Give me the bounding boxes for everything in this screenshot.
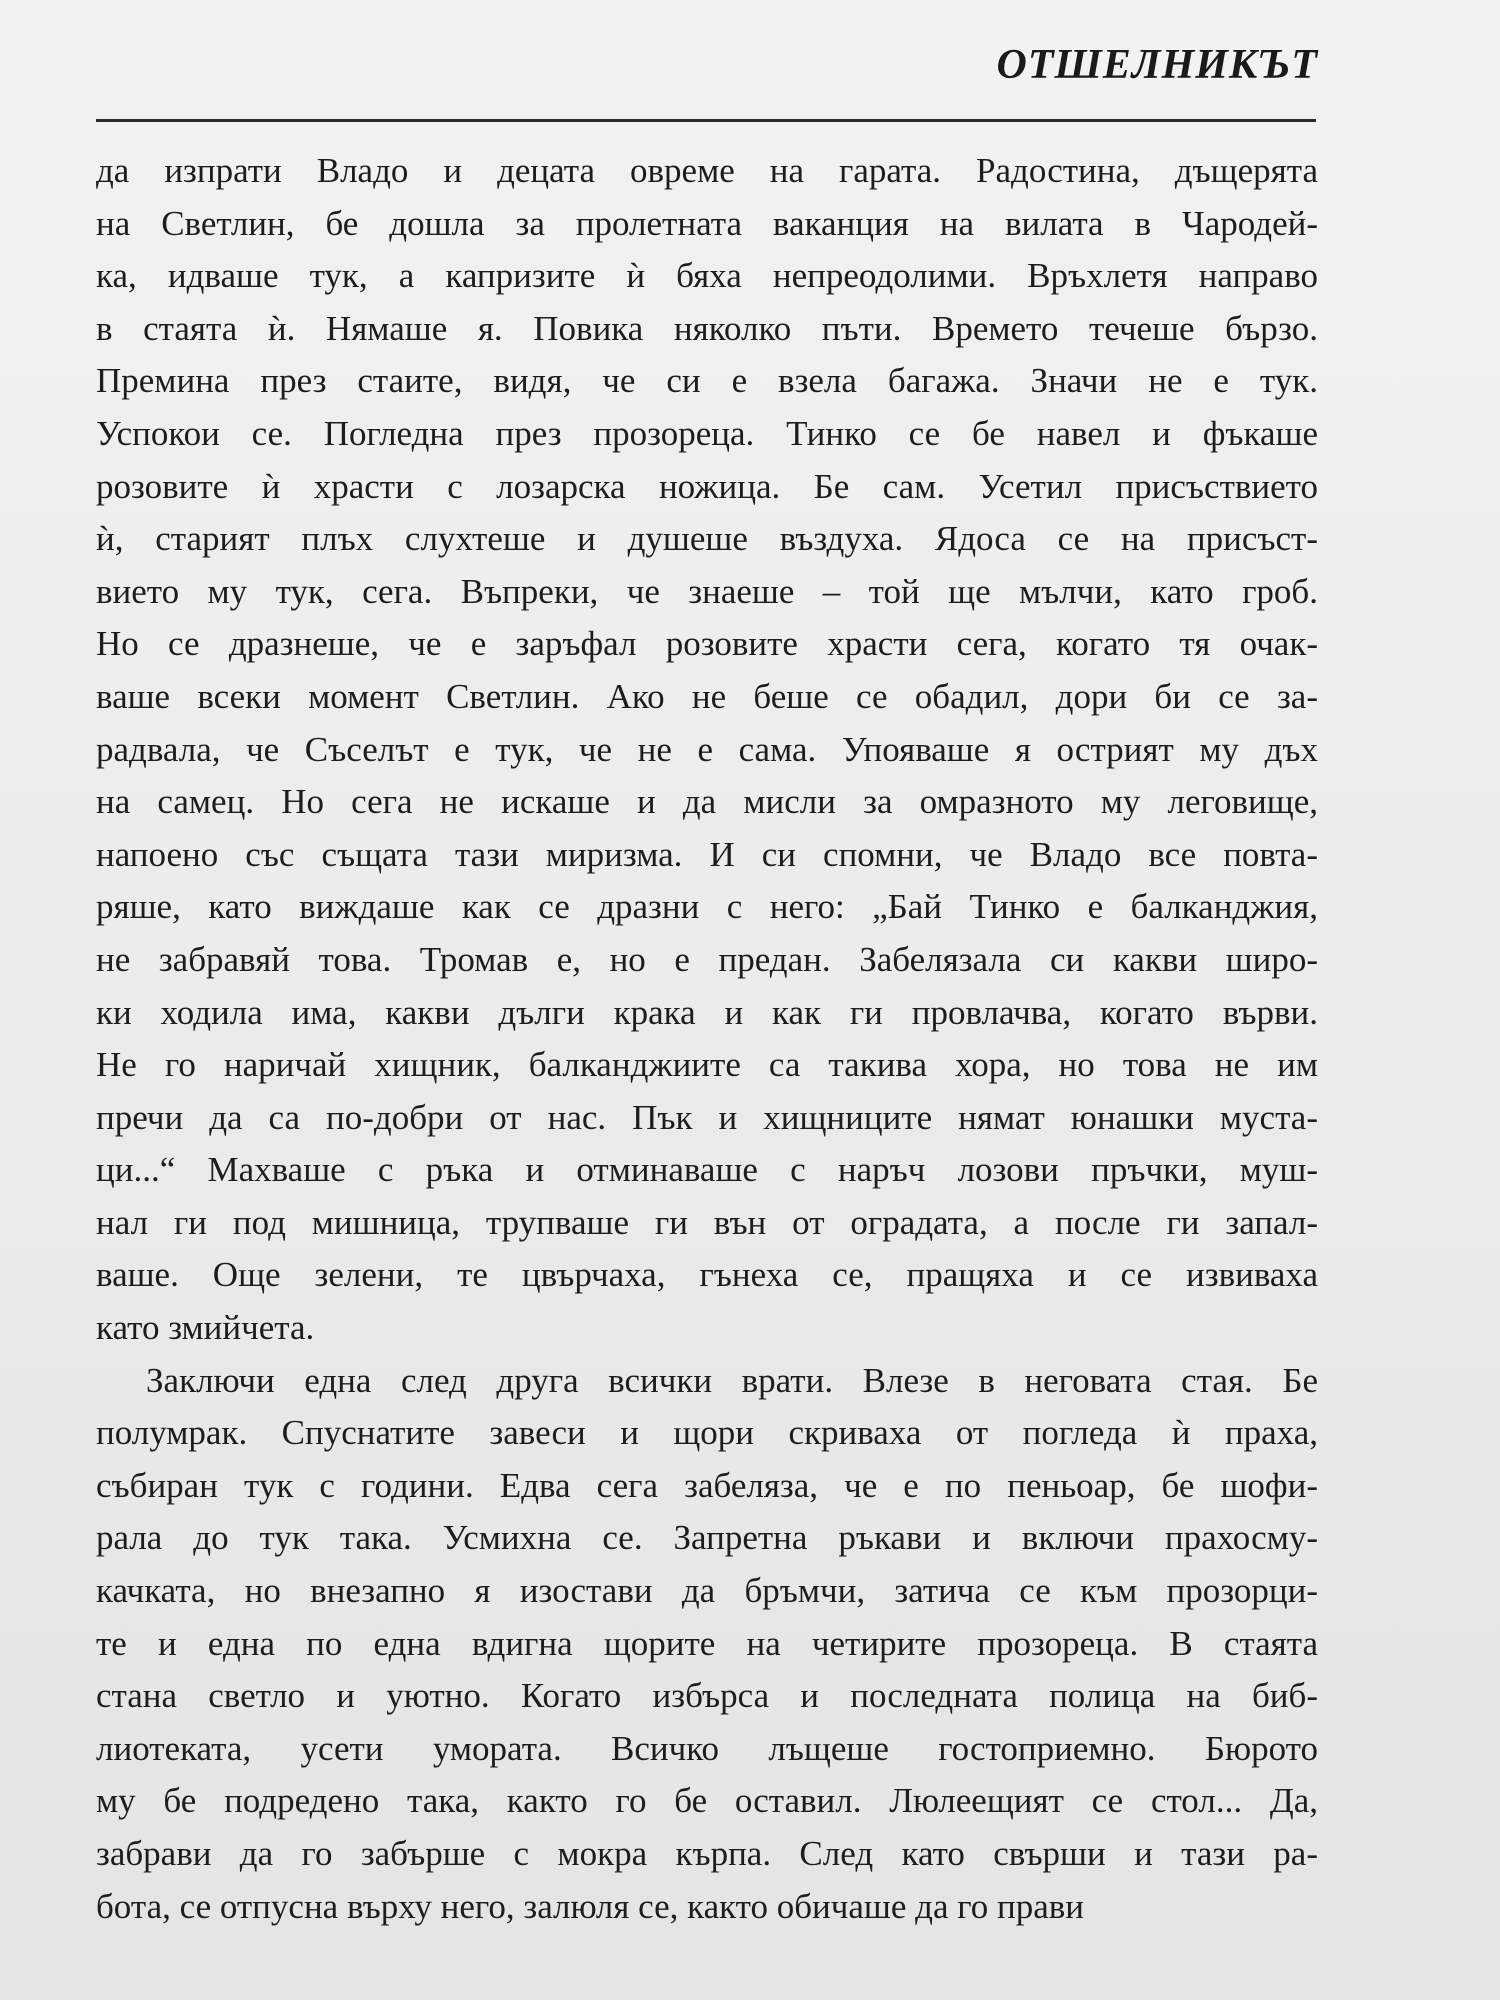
text-line: вието му тук, сега. Въпреки, че знаеше – той ще мълчи, като гроб. bbox=[96, 571, 1318, 611]
text-line: не забравяй това. Тромав е, но е предан. Забелязала си какви широ- bbox=[96, 939, 1318, 979]
text-line: ряше, като виждаше как се дразни с него: „Бай Тинко е балканджия, bbox=[96, 887, 1318, 927]
text-line: ѝ, старият плъх слухтеше и душеше въздуха. Ядоса се на присъст- bbox=[96, 519, 1318, 559]
text-line: Успокои се. Погледна през прозореца. Тинко се бе навел и фъкаше bbox=[96, 413, 1318, 453]
text-line: полумрак. Спуснатите завеси и щори скриваха от погледа ѝ праха, bbox=[96, 1413, 1318, 1453]
text-line: Но се дразнеше, че е заръфал розовите храсти сега, когато тя очак- bbox=[96, 624, 1318, 664]
text-line: радвала, че Съселът е тук, че не е сама. Упояваше я острият му дъх bbox=[96, 729, 1318, 769]
text-line: ки ходила има, какви дълги крака и как ги провлачва, когато върви. bbox=[96, 992, 1318, 1032]
text-line: лиотеката, усети умората. Всичко лъщеше гостоприемно. Бюрото bbox=[96, 1728, 1318, 1768]
running-title: ОТШЕЛНИКЪТ bbox=[996, 42, 1318, 88]
text-line: като змийчета. bbox=[96, 1308, 315, 1348]
text-line: в стаята ѝ. Нямаше я. Повика няколко пъти. Времето течеше бързо. bbox=[96, 308, 1318, 348]
text-line: да изпрати Владо и децата овреме на гарата. Радостина, дъщерята bbox=[96, 151, 1318, 190]
text-line: Не го наричай хищник, балканджиите са такива хора, но това не им bbox=[96, 1045, 1318, 1085]
text-line: Премина през стаите, видя, че си е взела багажа. Значи не е тук. bbox=[96, 361, 1318, 401]
text-line: стана светло и уютно. Когато избърса и последната полица на биб- bbox=[96, 1676, 1318, 1716]
text-line: ваше всеки момент Светлин. Ако не беше се обадил, дори би се за- bbox=[96, 676, 1318, 716]
text-line: рала до тук така. Усмихна се. Запретна ръкави и включи прахосму- bbox=[96, 1518, 1318, 1558]
text-line: бота, се отпусна върху него, залюля се, както обичаше да го прави bbox=[96, 1886, 1084, 1926]
text-line: събиран тук с години. Едва сега забеляза, че е по пеньоар, бе шофи- bbox=[96, 1465, 1318, 1505]
text-line: ци...“ Махваше с ръка и отминаваше с наръч лозови пръчки, муш- bbox=[96, 1150, 1318, 1190]
text-line: му бе подредено така, както го бе оставил. Люлеещият се стол... Да, bbox=[96, 1781, 1318, 1821]
text-line: те и една по една вдигна щорите на четирите прозореца. В стаята bbox=[96, 1623, 1318, 1663]
text-line: ваше. Още зелени, те цвърчаха, гънеха се, пращяха и се извиваха bbox=[96, 1255, 1318, 1295]
text-line: забрави да го забърше с мокра кърпа. След като свърши и тази ра- bbox=[96, 1834, 1318, 1873]
text-line: качката, но внезапно я изостави да бръмчи, затича се към прозорци- bbox=[96, 1571, 1318, 1611]
text-line: напоено със същата тази миризма. И си спомни, че Владо все повта- bbox=[96, 834, 1318, 874]
text-line: на Светлин, бе дошла за пролетната ваканция на вилата в Чародей- bbox=[96, 203, 1318, 243]
body-text bbox=[96, 145, 1318, 1933]
text-line: розовите ѝ храсти с лозарска ножица. Бе сам. Усетил присъствието bbox=[96, 466, 1318, 506]
text-line: пречи да са по-добри от нас. Пък и хищниците нямат юнашки муста- bbox=[96, 1097, 1318, 1137]
text-line: Заключи една след друга всички врати. Влезе в неговата стая. Бе bbox=[146, 1360, 1318, 1400]
text-line: нал ги под мишница, трупваше ги вън от оградата, а после ги запал- bbox=[96, 1202, 1318, 1242]
header-rule bbox=[96, 119, 1316, 122]
text-line: на самец. Но сега не искаше и да мисли за омразното му леговище, bbox=[96, 782, 1318, 822]
text-line: ка, идваше тук, а капризите ѝ бяха непреодолими. Връхлетя направо bbox=[96, 256, 1318, 296]
